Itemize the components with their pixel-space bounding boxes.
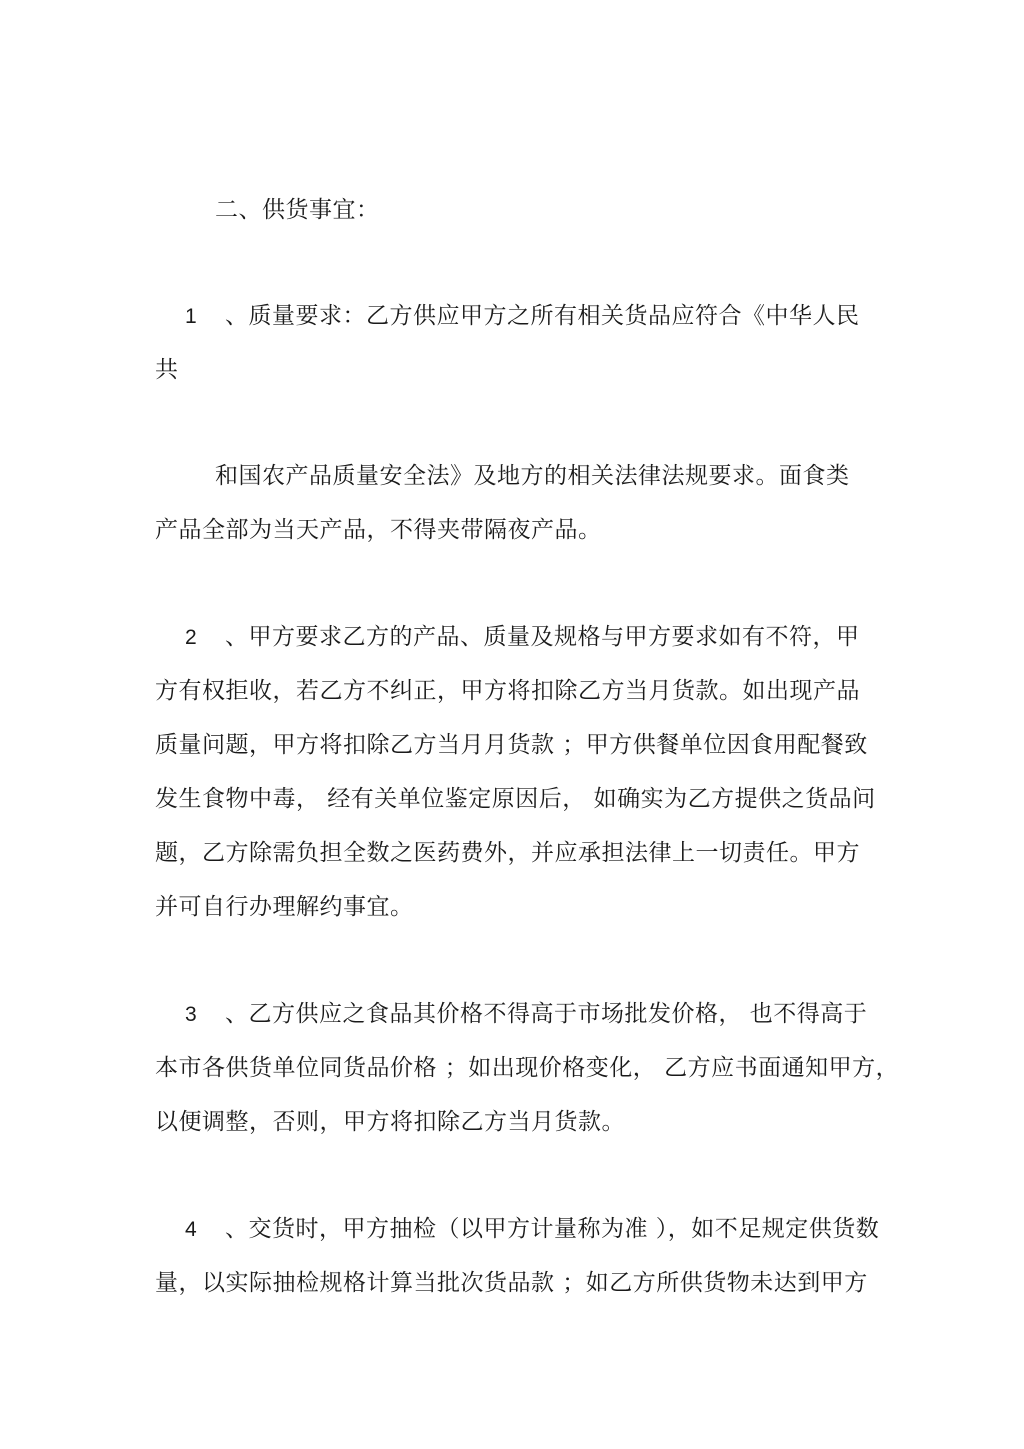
clause-2-line-3: 质量问题，甲方将扣除乙方当月月货款 ；甲方供餐单位因食用配餐致 (155, 732, 868, 758)
clause-2-text-1: 、甲方要求乙方的产品、质量及规格与甲方要求如有不符，甲 (225, 624, 860, 650)
clause-4-text-1: 、交货时，甲方抽检（以甲方计量称为准 ），如不足规定供货数 (225, 1216, 880, 1242)
clause-4-line-2: 量，以实际抽检规格计算当批次货品款 ；如乙方所供货物未达到甲方 (155, 1270, 868, 1296)
clause-3-text-1: 、乙方供应之食品其价格不得高于市场批发价格， 也不得高于 (225, 1001, 868, 1027)
section-heading: 二、供货事宜： (215, 197, 380, 223)
clause-3-number: 3 (185, 1003, 198, 1026)
clause-3-line-1 (155, 999, 867, 1030)
clause-3-line-2: 本市各供货单位同货品价格 ；如出现价格变化， 乙方应书面通知甲方， (155, 1055, 900, 1081)
clause-4-number: 4 (185, 1218, 198, 1241)
clause-2-line-5: 题，乙方除需负担全数之医药费外，并应承担法律上一切责任。甲方 (155, 840, 860, 866)
clause-3-line-3: 以便调整，否则，甲方将扣除乙方当月货款。 (155, 1109, 625, 1135)
clause-2-line-4: 发生食物中毒， 经有关单位鉴定原因后， 如确实为乙方提供之货品问 (155, 786, 876, 812)
clause-1-line-4: 产品全部为当天产品，不得夹带隔夜产品。 (155, 517, 602, 543)
clause-1-text-1: 、质量要求：乙方供应甲方之所有相关货品应符合《中华人民 (225, 303, 860, 329)
clause-1-line-1 (155, 301, 860, 332)
clause-2-number: 2 (185, 626, 198, 649)
clause-4-line-1 (155, 1214, 879, 1245)
clause-2-line-2: 方有权拒收，若乙方不纠正，甲方将扣除乙方当月货款。如出现产品 (155, 678, 860, 704)
clause-1-line-2: 共 (155, 357, 179, 383)
clause-1-line-3: 和国农产品质量安全法》及地方的相关法律法规要求。面食类 (215, 463, 850, 489)
clause-1-number: 1 (185, 305, 198, 328)
clause-2-line-6: 并可自行办理解约事宜。 (155, 894, 414, 920)
clause-2-line-1 (155, 622, 860, 653)
